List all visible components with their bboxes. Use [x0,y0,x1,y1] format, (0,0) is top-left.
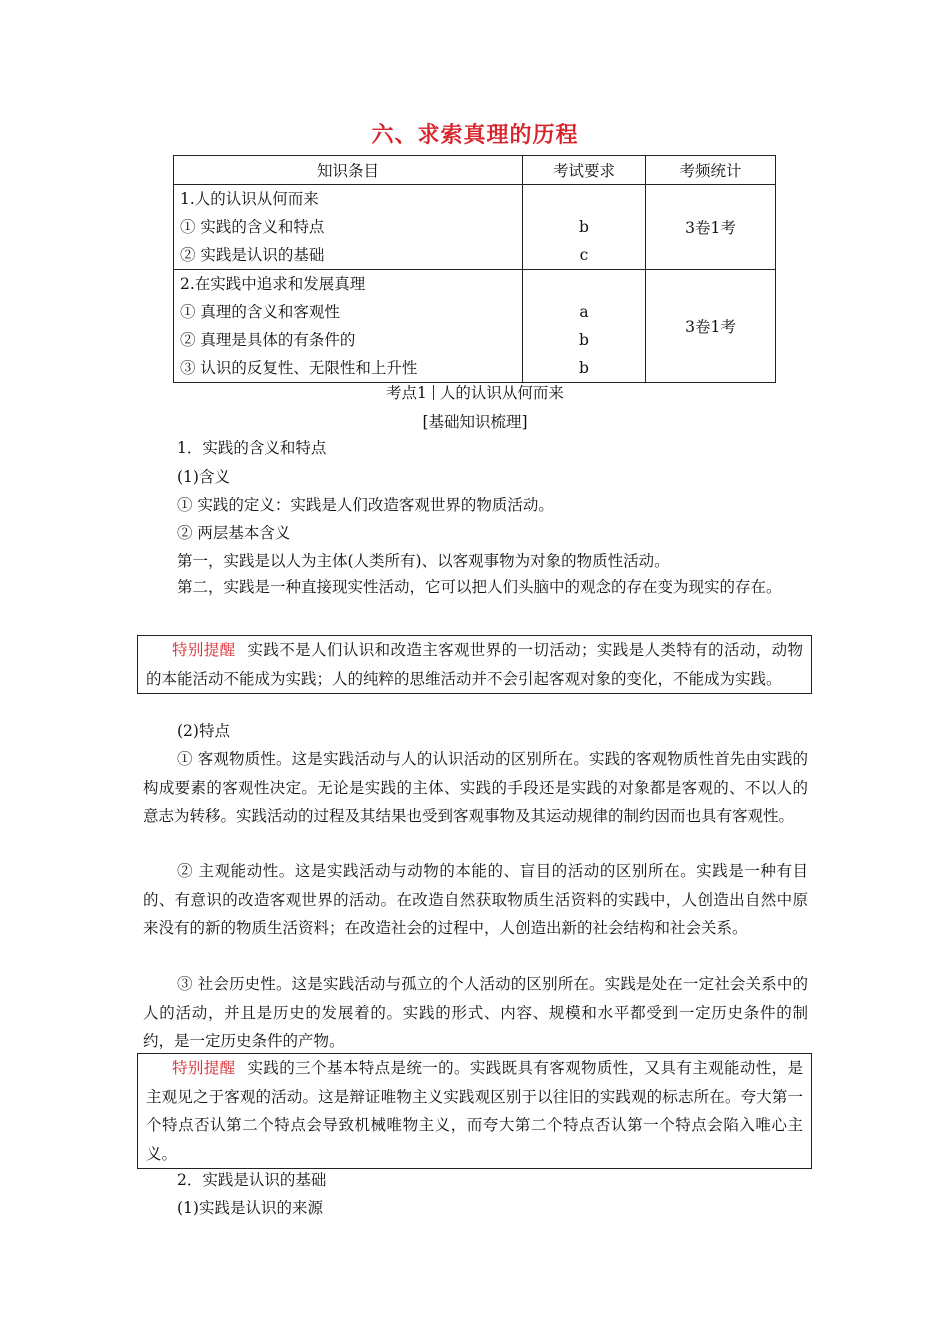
requirement-values [523,185,646,270]
requirement-value: c [579,246,589,264]
first-meaning-line: 第一，实践是以人为主体(人类所有)、以客观事物为对象的物质性活动。 [177,552,670,570]
list-item: ② 实践是认识的基础 [180,246,325,264]
reminder-tag: 特别提醒 [172,641,236,659]
table-header-row [174,156,776,185]
paragraph-objective: ① 客观物质性。这是实践活动与人的认识活动的区别所在。实践的客观物质性首先由实践的构成要素的客观性决定。无论是实践的主体、实践的手段还是实践的对象都是客观的、不以人的意志为转移。实践活动的过程及其结果也受到客观事物及其运动规律的制约因而也具有客观性。 [143,750,808,825]
list-item: ② 真理是具体的有条件的 [180,331,356,349]
frequency-value: 3卷1考 [646,185,776,270]
requirement-value: b [579,218,589,236]
section-heading-1: 1．实践的含义和特点 [177,439,327,457]
subheading-source: (1)实践是认识的来源 [177,1199,323,1217]
list-item: 2.在实践中追求和发展真理 [180,275,366,293]
divider [433,385,434,400]
section-subheading: [基础知识梳理] [422,413,528,431]
knowledge-items [174,185,523,270]
kaodian-label: 考点1 [386,384,427,402]
requirement-values [523,270,646,383]
list-item: ① 实践的含义和特点 [180,218,325,236]
table-row [174,270,776,383]
paragraph-subjective: ② 主观能动性。这是实践活动与动物的本能的、盲目的活动的区别所在。实践是一种有目的、有意识的改造客观世界的活动。在改造自然获取物质生活资料的实践中，人创造出自然中原来没有的新的物质生活资料；在改造社会的过程中，人创造出新的社会结构和社会关系。 [143,862,808,937]
reminder-text: 实践不是人们认识和改造主客观世界的一切活动；实践是人类特有的活动，动物的本能活动不能成为实践；人的纯粹的思维活动并不会引起客观对象的变化，不能成为实践。 [146,641,803,688]
requirement-value: a [579,303,589,321]
section-heading-2: 2．实践是认识的基础 [177,1171,327,1189]
kaodian-heading [0,381,950,403]
reminder-tag: 特别提醒 [172,1059,236,1077]
subheading-features: (2)特点 [177,722,230,740]
requirement-value: b [579,331,589,349]
requirement-value [529,185,639,213]
special-reminder-box [137,1053,812,1169]
knowledge-items [174,270,523,383]
header-knowledge: 知识条目 [174,156,523,185]
table-row [174,185,776,270]
requirements-table [173,155,776,383]
header-frequency: 考频统计 [646,156,776,185]
definition-line: ① 实践的定义：实践是人们改造客观世界的物质活动。 [177,496,554,514]
requirement-value [529,270,639,298]
list-item: ③ 认识的反复性、无限性和上升性 [180,359,418,377]
page-title: 六、求索真理的历程 [371,123,579,148]
frequency-value: 3卷1考 [646,270,776,383]
second-meaning-paragraph: 第二，实践是一种直接现实性活动，它可以把人们头脑中的观念的存在变为现实的存在。 [177,578,782,596]
two-meanings-line: ② 两层基本含义 [177,524,291,542]
special-reminder-box [137,635,812,694]
list-item: 1.人的认识从何而来 [180,190,319,208]
list-item: ① 真理的含义和客观性 [180,303,340,321]
paragraph-social: ③ 社会历史性。这是实践活动与孤立的个人活动的区别所在。实践是处在一定社会关系中的人的活动，并且是历史的发展着的。实践的形式、内容、规模和水平都受到一定历史条件的制约，是一定历史条件的产物。 [143,975,808,1050]
reminder-text: 实践的三个基本特点是统一的。实践既具有客观物质性，又具有主观能动性，是主观见之于客观的活动。这是辩证唯物主义实践观区别于以往旧的实践观的标志所在。夸大第一个特点否认第二个特点会导致机械唯物主义，而夸大第二个特点否认第一个特点会陷入唯心主义。 [146,1059,803,1163]
header-requirement: 考试要求 [523,156,646,185]
subheading-meaning: (1)含义 [177,468,230,486]
requirement-value: b [579,359,589,377]
kaodian-title: 人的认识从何而来 [439,384,564,402]
